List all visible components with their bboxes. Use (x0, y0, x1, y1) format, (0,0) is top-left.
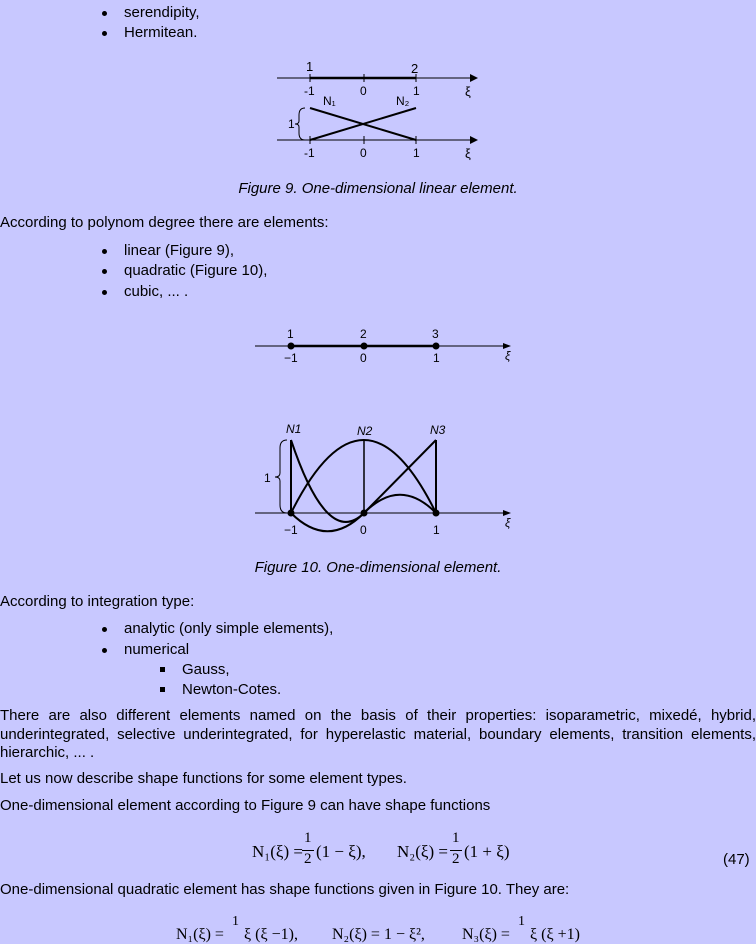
list-item: linear (Figure 9), (124, 242, 235, 259)
paragraph: Let us now describe shape functions for some element types. (0, 770, 407, 787)
curve-label: N2 (357, 424, 373, 438)
bullet-dot (102, 648, 107, 653)
fraction-numerator: 1 (304, 830, 312, 846)
fraction-numerator: 1 (452, 830, 460, 846)
curve-label: N3 (430, 423, 446, 437)
node-label: 2 (360, 327, 367, 341)
node-label: 2 (411, 61, 419, 76)
list-item: quadratic (Figure 10), (124, 262, 268, 279)
tick-label: 0 (360, 146, 367, 160)
node-label: 3 (432, 327, 439, 341)
list-item: Hermitean. (124, 24, 198, 41)
curve-label: N1 (286, 422, 302, 436)
axis-label: ξ (505, 349, 511, 363)
tick-label: 1 (413, 146, 420, 160)
bullet-dot (102, 290, 107, 295)
curve-label: N₂ (396, 94, 410, 108)
fraction-denominator: 2 (304, 851, 312, 867)
sub-bullet-square (160, 667, 165, 672)
axis-label: ξ (505, 516, 511, 530)
paragraph: One-dimensional element according to Figure 9 can have shape functions (0, 797, 491, 814)
tick-label: -1 (304, 146, 315, 160)
curve-label: N₁ (323, 94, 336, 108)
figure-10-quadratic-element (0, 320, 756, 550)
tick-label: -1 (304, 84, 315, 98)
list-item: numerical (124, 641, 190, 658)
bullet-dot (102, 269, 107, 274)
properties-paragraph: There are also different elements named on the basis of their properties: isoparametric, mixedé, hybrid, underintegrated, selective underintegrated, for hyperelastic material, boundary elements, transition elements, hierarchic, ... . (0, 707, 756, 761)
figure-caption: Figure 10. One-dimensional element. (254, 559, 502, 576)
tick-label: 1 (433, 351, 440, 365)
list-item: Newton-Cotes. (182, 681, 282, 698)
list-item: serendipity, (124, 4, 200, 21)
fraction-denominator: 2 (452, 851, 460, 867)
equation-number: (47) (723, 851, 750, 868)
eq-n1-rhs: (1 − ξ), (316, 842, 366, 861)
fraction-numerator: 1 (232, 914, 239, 929)
paragraph: According to integration type: (0, 593, 195, 610)
bullet-dot (102, 627, 107, 632)
bullet-dot (102, 249, 107, 254)
tick-label: 1 (433, 523, 440, 537)
bullet-dot (102, 11, 107, 16)
eq-n1: N₁(ξ) = (176, 926, 224, 943)
fraction-numerator: 1 (518, 914, 525, 929)
eq-n1-rest: ξ (ξ −1), (244, 926, 298, 943)
eq-n3-rest: ξ (ξ +1) (530, 926, 580, 943)
tick-label: −1 (284, 351, 298, 365)
paragraph: According to polynom degree there are elements: (0, 214, 329, 231)
tick-label: 1 (413, 84, 420, 98)
node-label: 1 (287, 327, 294, 341)
tick-label: −1 (284, 523, 298, 537)
figure-caption: Figure 9. One-dimensional linear element. (238, 180, 518, 197)
axis-label: ξ (465, 84, 471, 99)
unit-label: 1 (288, 117, 295, 131)
tick-label: 0 (360, 84, 367, 98)
paragraph: One-dimensional quadratic element has shape functions given in Figure 10. They are: (0, 881, 570, 898)
eq-n1-lhs: N₁(ξ) = (252, 842, 303, 861)
bullet-dot (102, 31, 107, 36)
tick-label: 0 (360, 523, 367, 537)
list-item: cubic, ... . (124, 283, 189, 300)
node-label: 1 (306, 59, 314, 74)
list-item: Gauss, (182, 661, 230, 678)
eq-n2-rhs: (1 + ξ) (464, 842, 510, 861)
tick-label: 0 (360, 351, 367, 365)
eq-n2: N₂(ξ) = 1 − ξ², (332, 926, 425, 943)
eq-n2-lhs: N₂(ξ) = (397, 842, 448, 861)
unit-label: 1 (264, 471, 271, 485)
axis-label: ξ (465, 146, 471, 161)
eq-n3: N₃(ξ) = (462, 926, 510, 943)
list-item: analytic (only simple elements), (124, 620, 334, 637)
figure-9-linear-element (0, 55, 756, 225)
sub-bullet-square (160, 687, 165, 692)
